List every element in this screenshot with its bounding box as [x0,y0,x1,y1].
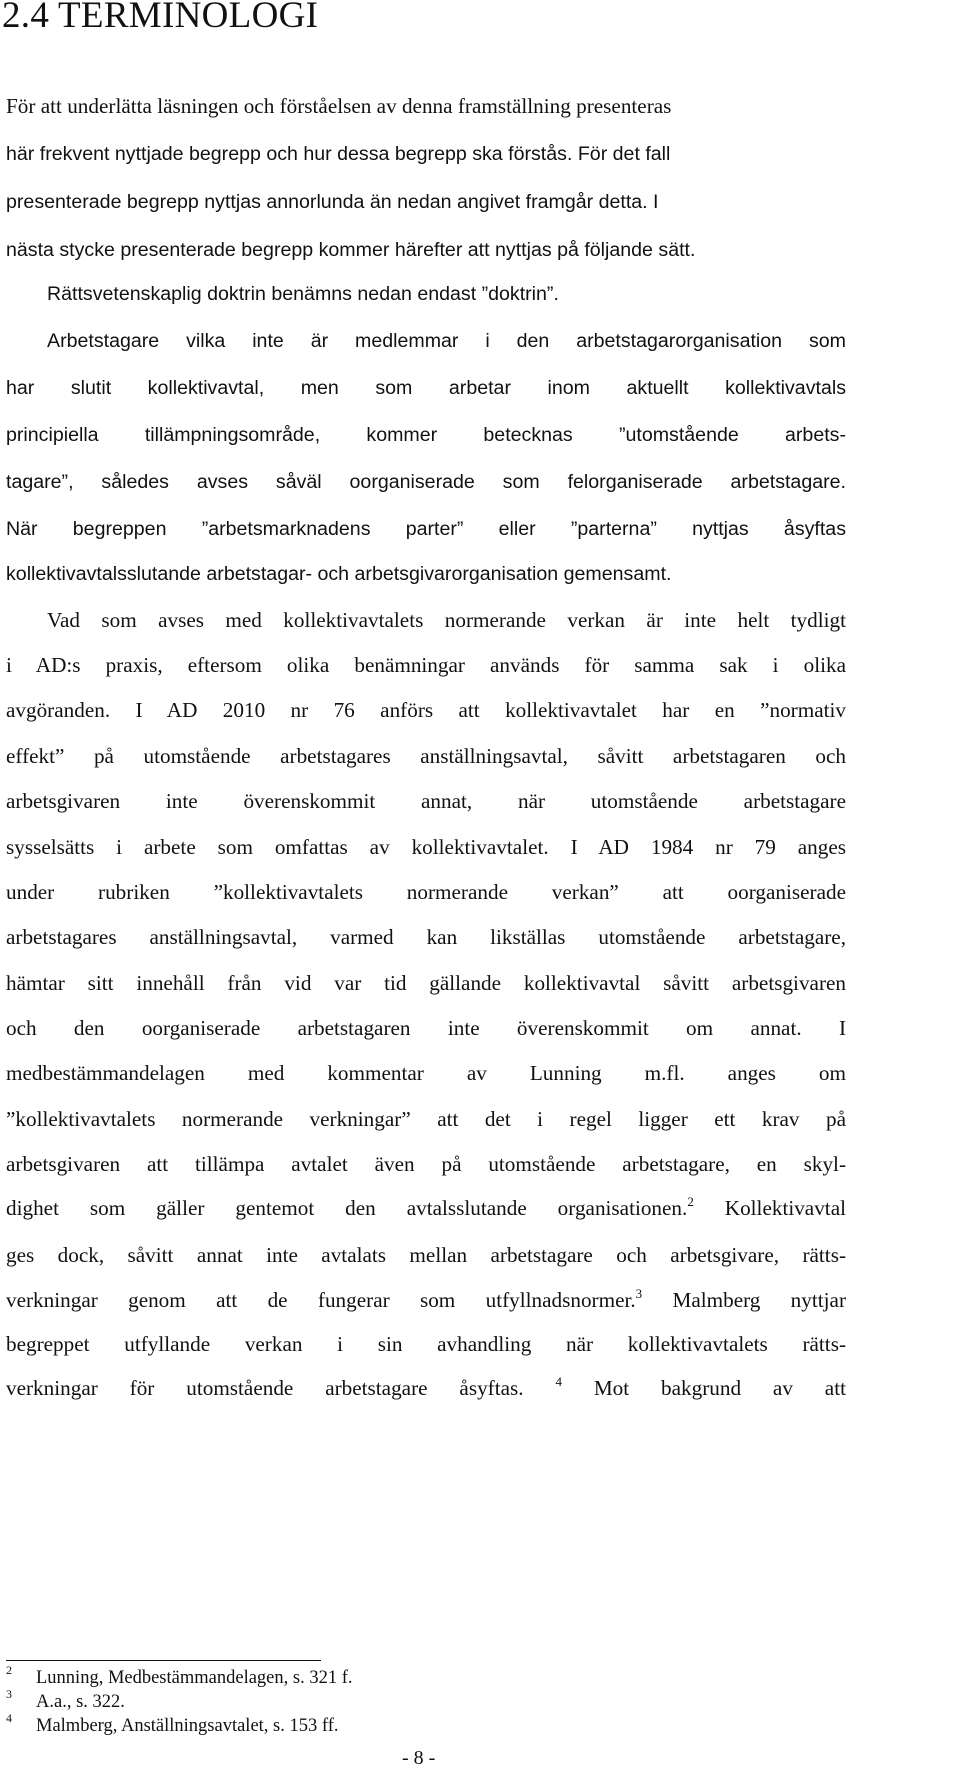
paragraph-line: ”kollektivavtalets normerande verkningar” att det i regel ligger ett krav på [6,1107,846,1131]
line-text: Kollektivavtal [693,1196,846,1220]
paragraph-line: medbestämmandelagen med kommentar av Lunning m.fl. anges om [6,1061,846,1085]
footnote-number: 4 [6,1711,12,1725]
paragraph-line: arbetsgivaren att tillämpa avtalet även på utomstående arbetstagare, en skyl- [6,1152,846,1176]
footnote-text: A.a., s. 322. [36,1692,125,1712]
paragraph-line [6,1185,846,1231]
footnote-text: Malmberg, Anställningsavtalet, s. 153 ff. [36,1716,339,1736]
footnote-text: Lunning, Medbestämmandelagen, s. 321 f. [36,1668,353,1688]
paragraph-line: och den oorganiserade arbetstagaren inte överenskommit om annat. I [6,1016,846,1040]
paragraph-line: Vad som avses med kollektivavtalets normerande verkan är inte helt tydligt [47,608,846,632]
footnote-ref-4[interactable]: 4 [555,1374,562,1389]
line-text: verkningar för utomstående arbetstagare åsyftas. [6,1376,556,1400]
paragraph-line: ges dock, såvitt annat inte avtalats mellan arbetstagare och arbetsgivare, rätts- [6,1243,846,1267]
page-number: - 8 - [402,1747,436,1769]
section-heading: 2.4 TERMINOLOGI [2,0,319,36]
paragraph-line: Rättsvetenskaplig doktrin benämns nedan endast ”doktrin”. [47,283,559,305]
paragraph-line: avgöranden. I AD 2010 nr 76 anförs att kollektivavtalet har en ”normativ [6,698,846,722]
paragraph-line: presenterade begrepp nyttjas annorlunda än nedan angivet framgår detta. I [6,191,659,213]
footnote-ref-2[interactable]: 2 [687,1194,694,1209]
paragraph-line: När begreppen ”arbetsmarknadens parter” eller ”parterna” nyttjas åsyftas [6,518,846,540]
footnote-separator [6,1660,321,1661]
footnote-number: 2 [6,1663,12,1677]
paragraph-line: tagare”, således avses såväl oorganiserade som felorganiserade arbetstagare. [6,471,846,493]
paragraph-line: arbetsgivaren inte överenskommit annat, när utomstående arbetstagare [6,789,846,813]
paragraph-line: effekt” på utomstående arbetstagares anställningsavtal, såvitt arbetstagaren och [6,744,846,768]
line-text: Mot bakgrund av att [561,1376,846,1400]
paragraph-line: principiella tillämpningsområde, kommer betecknas ”utomstående arbets- [6,424,846,446]
paragraph-line: i AD:s praxis, eftersom olika benämningar används för samma sak i olika [6,653,846,677]
footnote-ref-3[interactable]: 3 [635,1286,643,1301]
paragraph-line: under rubriken ”kollektivavtalets normerande verkan” att oorganiserade [6,880,846,904]
paragraph-line: nästa stycke presenterade begrepp kommer härefter att nyttjas på följande sätt. [6,239,696,261]
paragraph-line: har slutit kollektivavtal, men som arbetar inom aktuellt kollektivavtals [6,377,846,399]
paragraph-line: För att underlätta läsningen och förståelsen av denna framställning presenteras [6,94,672,118]
paragraph-line: Arbetstagare vilka inte är medlemmar i den arbetstagarorganisation som [47,330,846,352]
paragraph-line: begreppet utfyllande verkan i sin avhandling när kollektivavtalets rätts- [6,1332,846,1356]
paragraph-line [6,1365,846,1411]
footnote-number: 3 [6,1687,12,1701]
line-text: dighet som gäller gentemot den avtalsslutande organisationen. [6,1196,688,1220]
paragraph-line: hämtar sitt innehåll från vid var tid gällande kollektivavtal såvitt arbetsgivaren [6,971,846,995]
line-text: verkningar genom att de fungerar som utfyllnadsnormer. [6,1288,636,1312]
line-text: Malmberg nyttjar [642,1288,846,1312]
paragraph-line: här frekvent nyttjade begrepp och hur dessa begrepp ska förstås. För det fall [6,143,671,165]
paragraph-line: sysselsätts i arbete som omfattas av kollektivavtalet. I AD 1984 nr 79 anges [6,835,846,859]
paragraph-line: kollektivavtalsslutande arbetstagar- och arbetsgivarorganisation gemensamt. [6,563,672,585]
paragraph-line: arbetstagares anställningsavtal, varmed kan likställas utomstående arbetstagare, [6,925,846,949]
paragraph-line [6,1277,846,1323]
